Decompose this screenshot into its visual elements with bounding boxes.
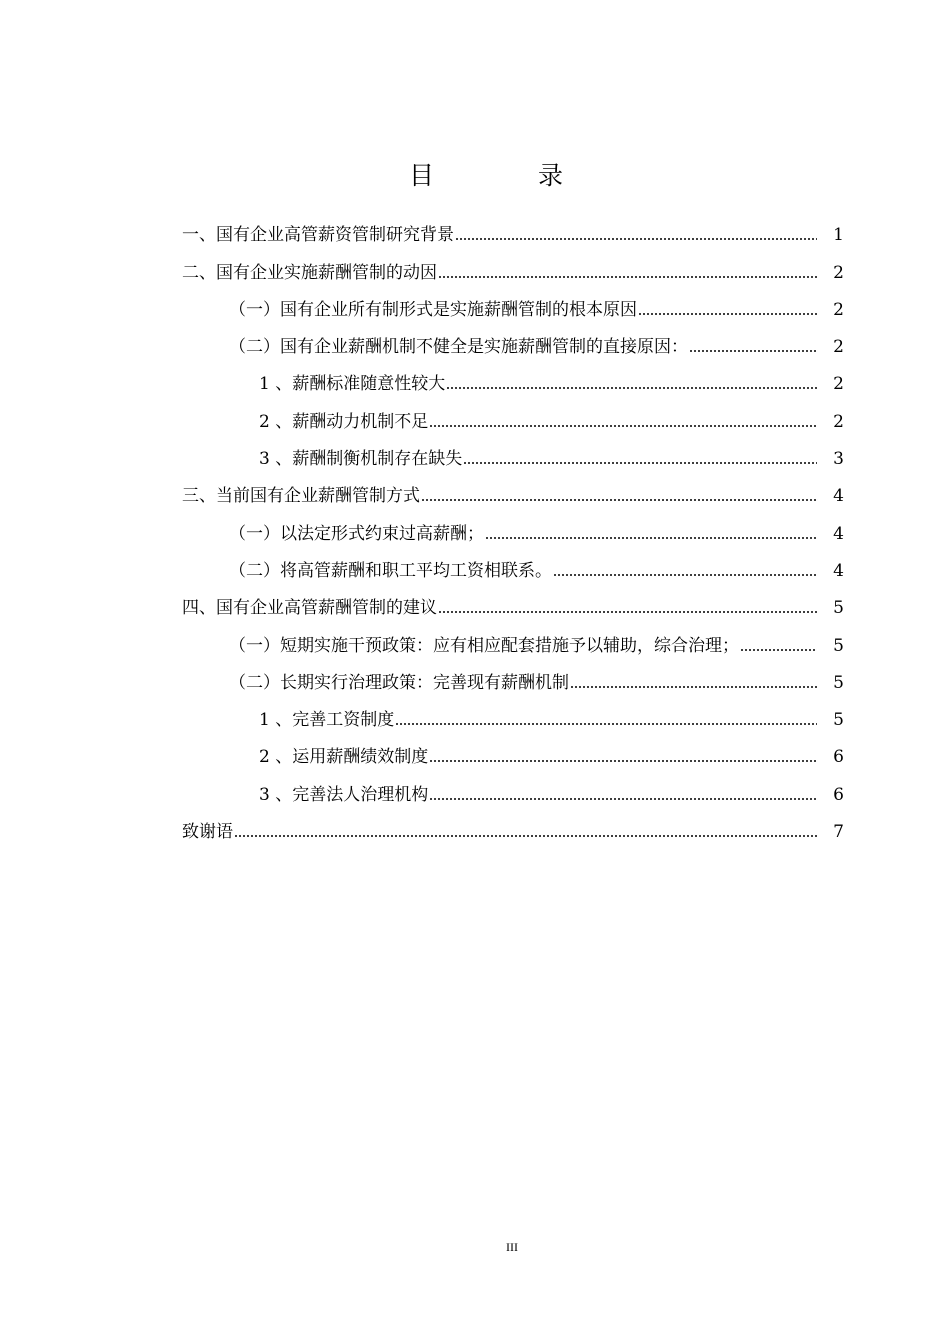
- toc-page-number: 6: [833, 784, 844, 805]
- toc-page-number: 3: [833, 449, 844, 470]
- page-number: III: [506, 1240, 518, 1254]
- toc-dot-leader: [429, 796, 817, 802]
- toc-entry[interactable]: [182, 470, 844, 507]
- toc-entry[interactable]: [182, 619, 844, 656]
- toc-dot-leader: [395, 721, 817, 727]
- toc-entry[interactable]: [182, 433, 844, 470]
- toc-dot-leader: [429, 423, 817, 429]
- toc-page-number: 4: [833, 523, 844, 544]
- toc-page-number: 5: [833, 598, 844, 619]
- toc-dot-leader: [485, 535, 817, 541]
- toc-dot-leader: [570, 684, 817, 690]
- toc-entry[interactable]: [182, 395, 844, 432]
- toc-page-number: 2: [833, 337, 844, 358]
- page-title: 目 录: [409, 161, 611, 190]
- toc-entry-text: 一、国有企业高管薪资管制研究背景: [182, 225, 454, 246]
- toc-entry-text: （二）国有企业薪酬机制不健全是实施薪酬管制的直接原因：: [229, 337, 688, 358]
- toc-page-number: 4: [833, 486, 844, 507]
- toc-entry[interactable]: [182, 731, 844, 768]
- toc-entry[interactable]: [182, 507, 844, 544]
- toc-dot-leader: [446, 385, 817, 391]
- toc-dot-leader: [740, 647, 817, 653]
- toc-dot-leader: [455, 236, 817, 242]
- toc-entry-text: 三、当前国有企业薪酬管制方式: [182, 486, 420, 507]
- toc-entry[interactable]: [182, 209, 844, 246]
- toc-entry-text: （一）短期实施干预政策：应有相应配套措施予以辅助，综合治理；: [229, 635, 739, 656]
- toc-entry[interactable]: [182, 321, 844, 358]
- toc-page-number: 2: [833, 411, 844, 432]
- toc-entry-text: 3 、薪酬制衡机制存在缺失: [259, 449, 463, 470]
- toc-page-number: 2: [833, 262, 844, 283]
- toc-page-number: 2: [833, 374, 844, 395]
- toc-entry-text: （二）长期实行治理政策：完善现有薪酬机制: [229, 672, 569, 693]
- toc-entry[interactable]: [182, 358, 844, 395]
- toc-entry-text: 3 、完善法人治理机构: [259, 784, 429, 805]
- toc-dot-leader: [689, 348, 817, 354]
- toc-entry[interactable]: [182, 806, 844, 843]
- toc-entry-text: 致谢语: [182, 822, 233, 843]
- toc-entry-text: （二）将高管薪酬和职工平均工资相联系。: [229, 560, 552, 581]
- toc-entry-text: 四、国有企业高管薪酬管制的建议: [182, 598, 437, 619]
- toc-dot-leader: [234, 833, 817, 839]
- toc-dot-leader: [463, 460, 817, 466]
- toc-entry[interactable]: [182, 246, 844, 283]
- toc-page-number: 5: [833, 635, 844, 656]
- toc-entry[interactable]: [182, 582, 844, 619]
- toc-page-number: 5: [833, 672, 844, 693]
- table-of-contents: [182, 209, 844, 843]
- toc-dot-leader: [638, 311, 817, 317]
- toc-entry-text: 2 、运用薪酬绩效制度: [259, 747, 429, 768]
- toc-entry[interactable]: [182, 284, 844, 321]
- toc-entry-text: 1 、完善工资制度: [259, 710, 395, 731]
- toc-entry[interactable]: [182, 694, 844, 731]
- toc-entry-text: 二、国有企业实施薪酬管制的动因: [182, 262, 437, 283]
- toc-entry-text: （一）国有企业所有制形式是实施薪酬管制的根本原因: [229, 299, 637, 320]
- toc-page-number: 6: [833, 747, 844, 768]
- toc-page-number: 1: [833, 225, 844, 246]
- toc-dot-leader: [553, 572, 817, 578]
- toc-entry[interactable]: [182, 768, 844, 805]
- toc-page-number: 4: [833, 560, 844, 581]
- toc-entry-text: （一）以法定形式约束过高薪酬；: [229, 523, 484, 544]
- toc-entry[interactable]: [182, 657, 844, 694]
- toc-entry-text: 1 、薪酬标准随意性较大: [259, 374, 446, 395]
- toc-entry[interactable]: [182, 545, 844, 582]
- toc-page-number: 7: [833, 822, 844, 843]
- toc-dot-leader: [438, 274, 817, 280]
- toc-dot-leader: [429, 758, 817, 764]
- toc-page-number: 5: [833, 710, 844, 731]
- toc-entry-text: 2 、薪酬动力机制不足: [259, 411, 429, 432]
- toc-dot-leader: [438, 609, 817, 615]
- toc-dot-leader: [421, 497, 817, 503]
- toc-page-number: 2: [833, 299, 844, 320]
